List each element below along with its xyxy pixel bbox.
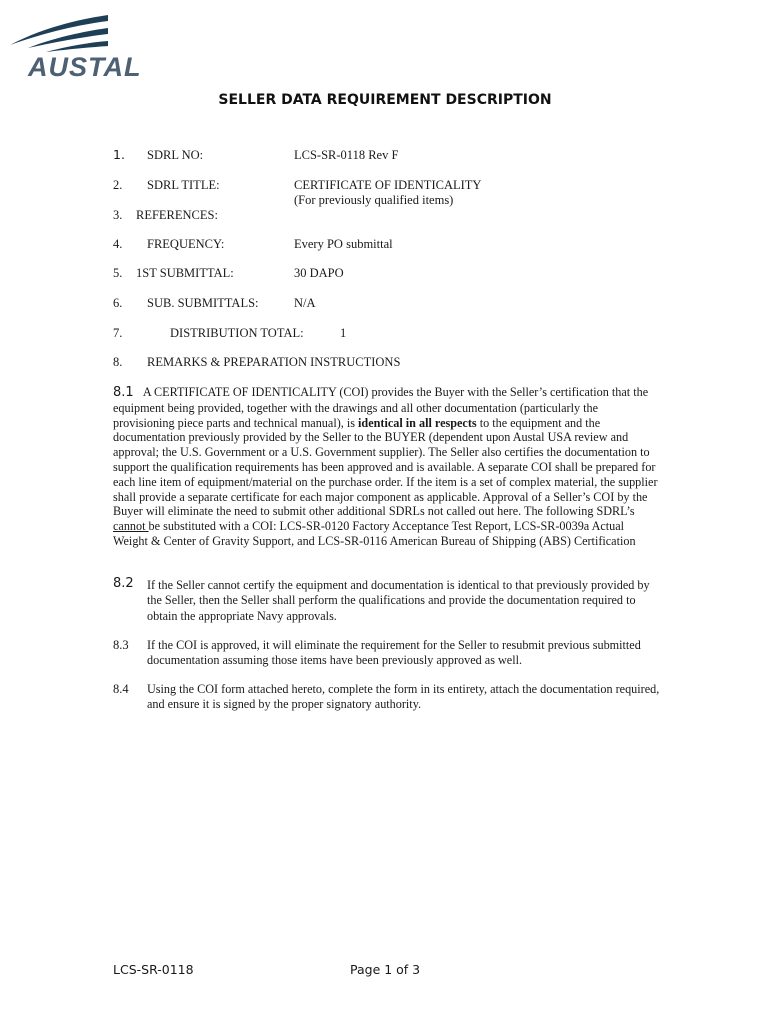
emphasis-identical: identical in all respects <box>358 415 477 430</box>
field-7-number: 7. <box>113 326 123 340</box>
remarks-paragraph-8-4: Using the COI form attached hereto, complete the form in its entirety, attach the documentation required, and ensure it is signed by the proper signatory authority. <box>147 682 660 712</box>
field-3-label: REFERENCES: <box>136 208 218 222</box>
field-5-number: 5. <box>113 266 123 280</box>
footer-document-id: LCS-SR-0118 <box>113 962 194 977</box>
field-5-label: 1ST SUBMITTAL: <box>136 266 234 280</box>
paragraph-8-3-number: 8.3 <box>113 638 129 652</box>
field-7-value: 1 <box>340 326 347 340</box>
field-8-label: REMARKS & PREPARATION INSTRUCTIONS <box>147 355 401 369</box>
paragraph-8-2-number: 8.2 <box>113 576 134 591</box>
field-3-number: 3. <box>113 208 123 222</box>
document-title: SELLER DATA REQUIREMENT DESCRIPTION <box>218 92 552 108</box>
emphasis-cannot: cannot <box>113 519 149 534</box>
field-6-number: 6. <box>113 296 123 310</box>
remarks-paragraph-8-1: 8.1 A CERTIFICATE OF IDENTICALITY (COI) provides the Buyer with the Seller’s certification that the equipment being provided, together with the drawings and all other documentation (particularly the provisioning piece parts and technical manual), is identical in all respects to the equipment and the documentation previously provided by the Seller to the BUYER (dependent upon Austal USA review and approval; the U.S. Government or a U.S. Government supplier). The Seller also certifies the documentation to support the qualification requirements has been approved and is available. A separate COI shall be prepared for each line item of equipment/material on the purchase order. If the item is a set of complex material, the supplier shall provide a separate certificate for each major component as applicable. Approval of a Seller’s COI by the Buyer will eliminate the need to submit other additional SDRLs not called out here. The following SDRL’s cannot be substituted with a COI: LCS-SR-0120 Factory Acceptance Test Report, LCS-SR-0039a Actual Weight & Center of Gravity Support, and LCS-SR-0116 American Bureau of Shipping (ABS) Certification <box>113 385 658 548</box>
field-1-value: LCS-SR-0118 Rev F <box>294 148 399 162</box>
field-2-value: CERTIFICATE OF IDENTICALITY <box>294 178 482 192</box>
field-2-value-note: (For previously qualified items) <box>294 193 454 207</box>
field-4-number: 4. <box>113 237 123 251</box>
remarks-paragraph-8-3: If the COI is approved, it will eliminate the requirement for the Seller to resubmit previous submitted documentation assuming those items have been previously approved as well. <box>147 638 641 668</box>
field-1-label: SDRL NO: <box>147 148 204 162</box>
paragraph-8-1-number: 8.1 <box>113 385 134 400</box>
field-4-label: FREQUENCY: <box>147 237 225 251</box>
field-5-value: 30 DAPO <box>294 266 344 280</box>
footer-page-number: Page 1 of 3 <box>350 962 421 977</box>
logo-wordmark: AUSTAL <box>28 52 142 82</box>
field-6-label: SUB. SUBMITTALS: <box>147 296 259 310</box>
field-4-value: Every PO submittal <box>294 237 393 251</box>
field-6-value: N/A <box>294 296 316 310</box>
field-8-number: 8. <box>113 355 123 369</box>
paragraph-8-4-number: 8.4 <box>113 682 129 696</box>
field-2-number: 2. <box>113 178 123 192</box>
remarks-paragraph-8-2: If the Seller cannot certify the equipment and documentation is identical to that previously provided by the Seller, then the Seller shall perform the qualifications and provide the documentation required to obtain the appropriate Navy approvals. <box>147 578 650 623</box>
field-2-label: SDRL TITLE: <box>147 178 220 192</box>
field-7-label: DISTRIBUTION TOTAL: <box>170 326 304 340</box>
field-1-number: 1. <box>113 147 125 162</box>
